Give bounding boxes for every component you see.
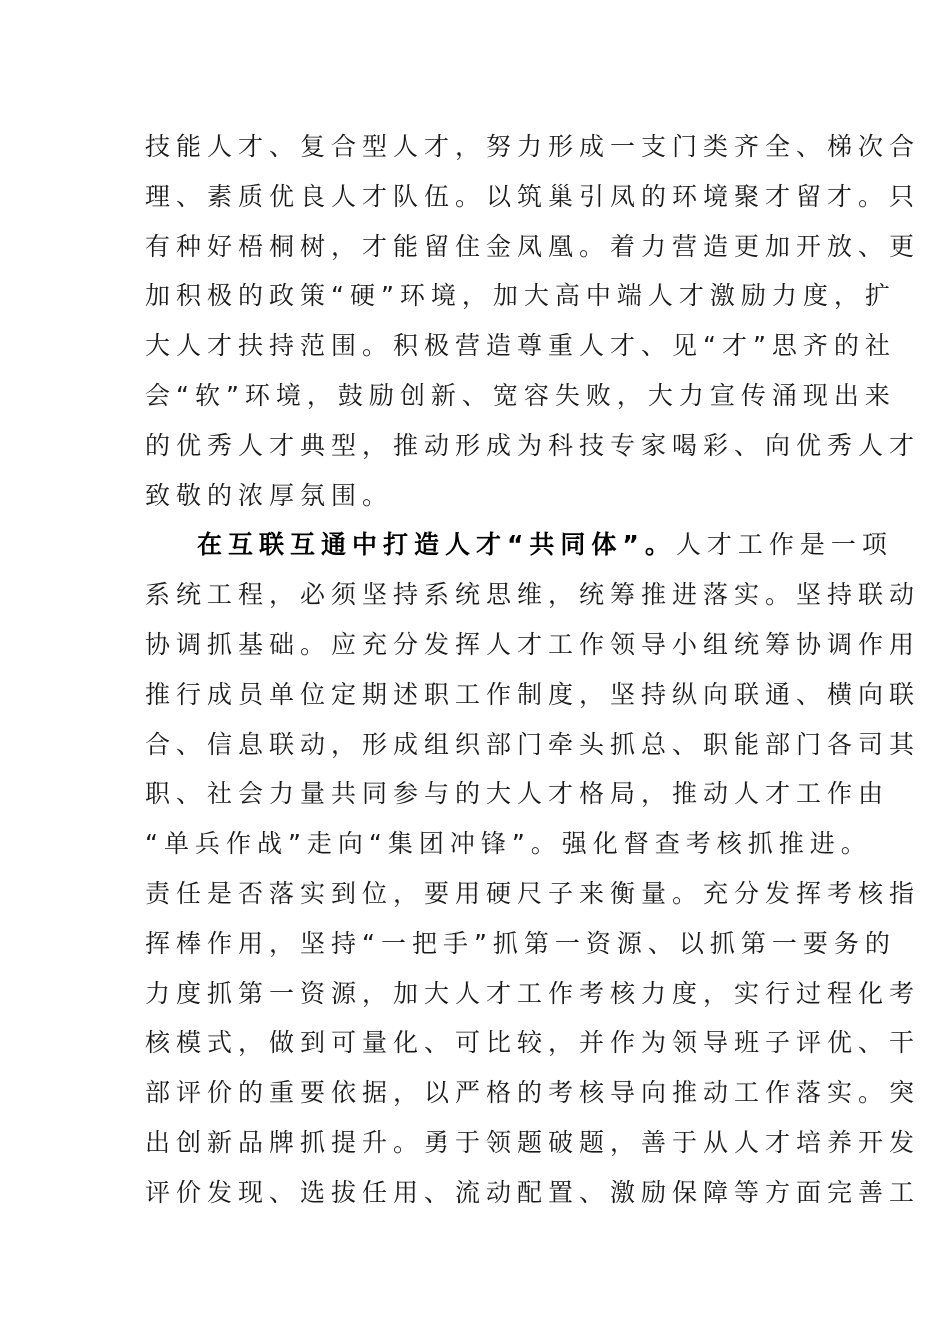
paragraph-talent-community <box>145 520 921 1217</box>
text-line: 致敬的浓厚氛围。 <box>145 480 394 510</box>
text-line: 部评价的重要依据，以严格的考核导向推动工作落实。突 <box>145 1078 921 1108</box>
text-line: 加积极的政策“硬”环境，加大高中端人才激励力度，扩 <box>145 281 896 311</box>
text-line: 挥棒作用，坚持“一把手”抓第一资源、以抓第一要务的 <box>145 928 896 958</box>
paragraph-talent-environment <box>145 122 921 520</box>
text-line: 合、信息联动，形成组织部门牵头抓总、职能部门各司其 <box>145 729 921 759</box>
text-line: 推行成员单位定期述职工作制度，坚持纵向联通、横向联 <box>145 679 921 709</box>
paragraph-heading: 在互联互通中打造人才“共同体”。 <box>197 530 676 560</box>
text-line: 的优秀人才典型，推动形成为科技专家喝彩、向优秀人才 <box>145 430 921 460</box>
text-line: “单兵作战”走向“集团冲锋”。强化督查考核抓推进。 <box>145 829 872 859</box>
text-line: 责任是否落实到位，要用硬尺子来衡量。充分发挥考核指 <box>145 878 921 908</box>
text-line: 核模式，做到可量化、可比较，并作为领导班子评优、干 <box>145 1028 921 1058</box>
text-line: 理、素质优良人才队伍。以筑巢引凤的环境聚才留才。只 <box>145 181 921 211</box>
text-line: 技能人才、复合型人才，努力形成一支门类齐全、梯次合 <box>145 132 921 161</box>
text-line: 出创新品牌抓提升。勇于领题破题，善于从人才培养开发 <box>145 1127 921 1157</box>
text-line: 力度抓第一资源，加大人才工作考核力度，实行过程化考 <box>145 978 921 1008</box>
document-body <box>145 122 921 1218</box>
text-line: 系统工程，必须坚持系统思维，统筹推进落实。坚持联动 <box>145 580 921 610</box>
text-line: 会“软”环境，鼓励创新、宽容失败，大力宣传涌现出来 <box>145 380 896 410</box>
heading-continuation: 人才工作是一项 <box>675 530 893 560</box>
text-line: 有种好梧桐树，才能留住金凤凰。着力营造更加开放、更 <box>145 231 921 261</box>
text-line: 职、社会力量共同参与的大人才格局，推动人才工作由 <box>145 779 890 809</box>
paragraph-first-line <box>145 520 893 570</box>
text-line: 评价发现、选拔任用、流动配置、激励保障等方面完善工 <box>145 1177 921 1207</box>
text-line: 协调抓基础。应充分发挥人才工作领导小组统筹协调作用 <box>145 629 921 659</box>
text-line: 大人才扶持范围。积极营造尊重人才、见“才”思齐的社 <box>145 331 896 361</box>
